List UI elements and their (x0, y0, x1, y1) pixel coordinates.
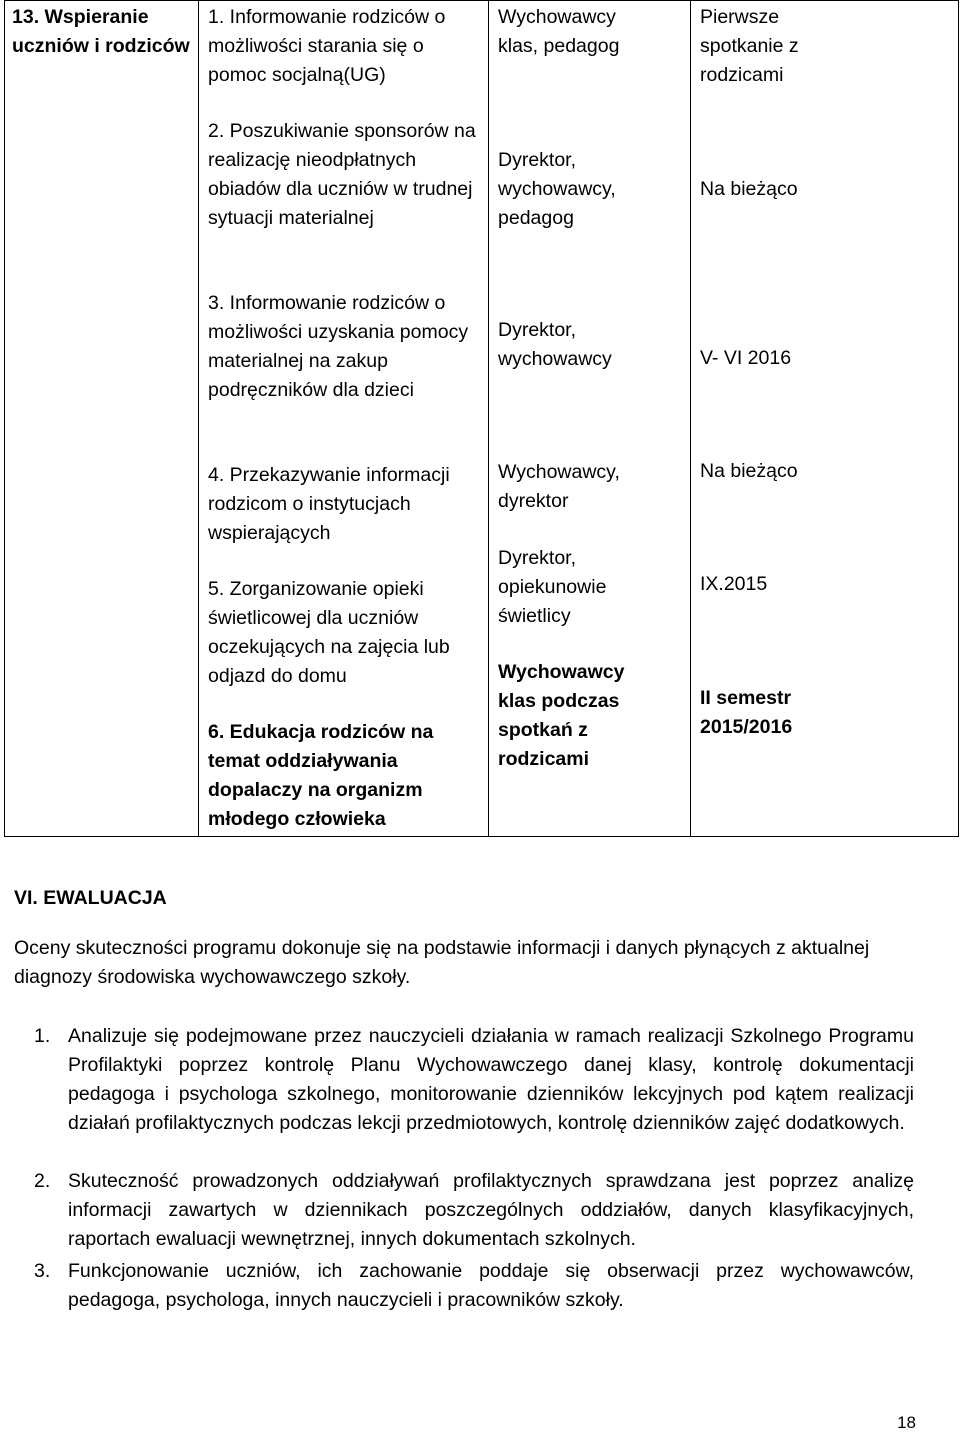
deadline-cell: Pierwsze spotkanie z rodzicami (700, 6, 799, 86)
deadline-cell: Na bieżąco (700, 178, 798, 200)
task-cell: 6. Edukacja rodziców na temat oddziaływania dopalaczy na organizm młodego człowieka (208, 721, 434, 830)
deadline-cell: II semestr 2015/2016 (700, 687, 793, 738)
page-number: 18 (897, 1413, 916, 1432)
column-divider (690, 0, 691, 837)
list-item-number: 3. (34, 1260, 51, 1282)
table-border-right (958, 0, 959, 837)
responsible-cell: Dyrektor, wychowawcy, pedagog (498, 149, 616, 229)
task-cell: 3. Informowanie rodziców o możliwości uzyskania pomocy materialnej na zakup podręczników dla dzieci (208, 292, 469, 401)
deadline-cell: Na bieżąco (700, 460, 798, 482)
area-cell: 13. Wspieranie uczniów i rodziców (12, 6, 190, 57)
table-border-bottom (4, 836, 959, 837)
task-cell: 4. Przekazywanie informacji rodzicom o instytucjach wspierających (208, 464, 450, 544)
list-item: Skuteczność prowadzonych oddziaływań profilaktycznych sprawdzana jest poprzez analizę informacji zawartych w dziennikach poszczególnych oddziałów, danych klasyfikacyjnych, raportach ewaluacji wewnętrznej, innych dokumentach szkolnych. (68, 1170, 914, 1250)
list-item-number: 1. (34, 1025, 51, 1047)
task-cell: 1. Informowanie rodziców o możliwości starania się o pomoc socjalną(UG) (208, 6, 446, 86)
responsible-cell: Dyrektor, wychowawcy (498, 319, 612, 370)
deadline-cell: IX.2015 (700, 573, 768, 595)
column-divider (198, 0, 199, 837)
table-border-top (4, 0, 959, 1)
list-item: Analizuje się podejmowane przez nauczycieli działania w ramach realizacji Szkolnego Programu Profilaktyki poprzez kontrolę Planu Wychowawczego danej klasy, kontrolę dokumentacji pedagoga i psychologa szkolnego, monitorowanie dzienników lekcyjnych pod kątem realizacji działań profilaktycznych podczas lekcji przedmiotowych, kontrolę dzienników zajęć dodatkowych. (68, 1025, 914, 1134)
list-item: Funkcjonowanie uczniów, ich zachowanie poddaje się obserwacji przez wychowawców, pedagoga, psychologa, innych nauczycieli i pracowników szkoły. (68, 1260, 914, 1311)
responsible-cell: Dyrektor, opiekunowie świetlicy (498, 547, 607, 627)
responsible-cell: Wychowawcy klas podczas spotkań z rodzicami (498, 661, 625, 770)
column-divider (488, 0, 489, 837)
task-cell: 5. Zorganizowanie opieki świetlicowej dla uczniów oczekujących na zajęcia lub odjazd do domu (208, 578, 450, 687)
table-border-left (4, 0, 5, 837)
task-cell: 2. Poszukiwanie sponsorów na realizację nieodpłatnych obiadów dla uczniów w trudnej sytuacji materialnej (208, 120, 476, 229)
responsible-cell: Wychowawcy, dyrektor (498, 461, 620, 512)
deadline-cell: V- VI 2016 (700, 347, 792, 369)
list-item-number: 2. (34, 1170, 51, 1192)
section-heading: VI. EWALUACJA (14, 887, 167, 909)
responsible-cell: Wychowawcy klas, pedagog (498, 6, 620, 57)
section-intro: Oceny skuteczności programu dokonuje się na podstawie informacji i danych płynących z aktualnej diagnozy środowiska wychowawczego szkoły. (14, 937, 870, 988)
